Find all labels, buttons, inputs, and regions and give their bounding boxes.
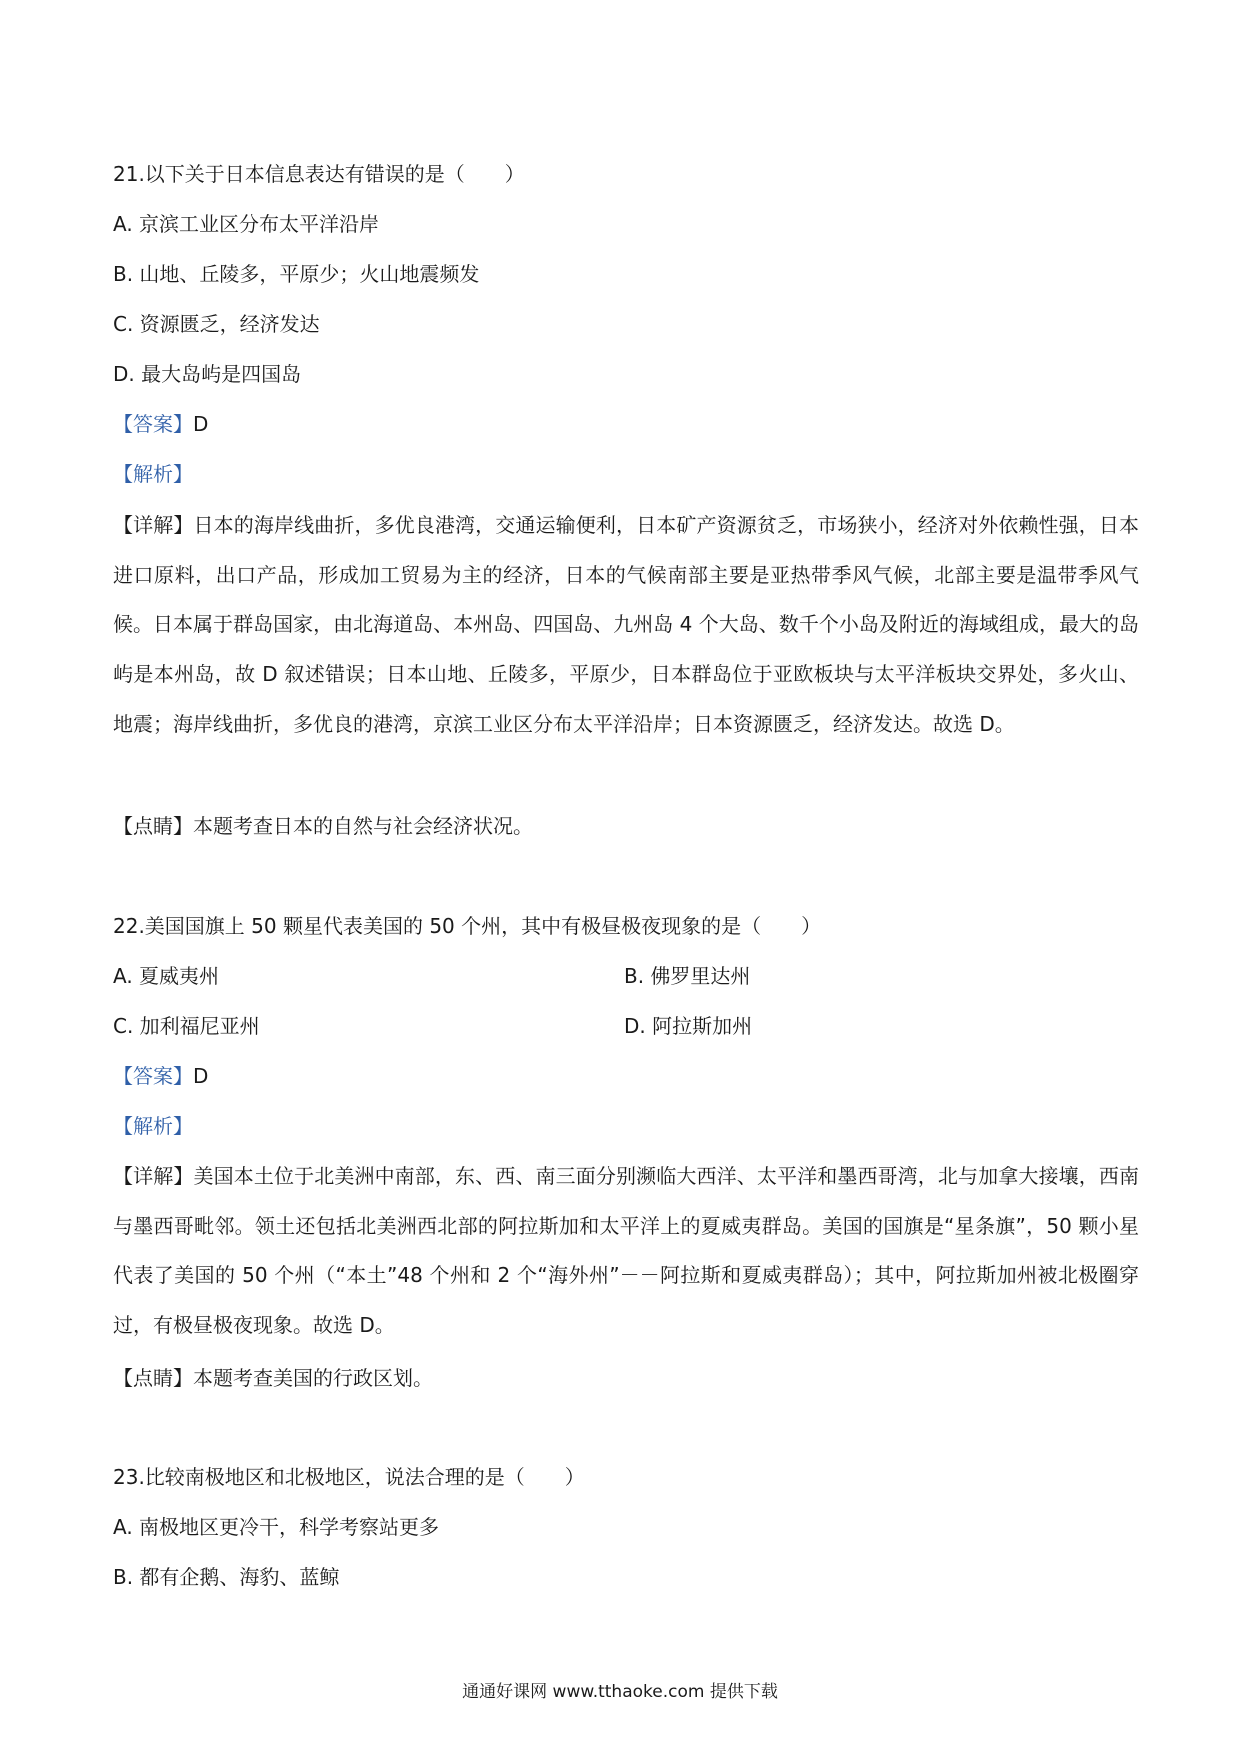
question-21-option-b: B. 山地、丘陵多，平原少；火山地震频发 [113,262,480,286]
question-22-comment [113,1364,433,1392]
question-22-answer [113,1062,208,1090]
comment-tag: 【点睛】 [113,814,193,838]
answer-value: D [193,1064,209,1088]
question-23-option-b: B. 都有企鹅、海豹、蓝鲸 [113,1565,340,1589]
question-21-comment [113,812,533,840]
question-22-option-a: A. 夏威夷州 [113,964,220,988]
question-21-detail [113,501,1139,750]
question-21-answer [113,410,208,438]
question-22-option-c: C. 加利福尼亚州 [113,1014,260,1038]
question-21-option-a: A. 京滨工业区分布太平洋沿岸 [113,212,380,236]
answer-tag: 【答案】 [113,1064,193,1088]
question-21-analysis-tag: 【解析】 [113,462,193,486]
detail-tag: 【详解】 [113,513,194,537]
page-footer: 通通好课网 www.tthaoke.com 提供下载 [462,1682,778,1702]
question-21-stem: 21.以下关于日本信息表达有错误的是（ ） [113,162,525,186]
question-23-stem: 23.比较南极地区和北极地区，说法合理的是（ ） [113,1465,585,1489]
detail-tag: 【详解】 [113,1164,194,1188]
comment-tag: 【点睛】 [113,1366,193,1390]
question-22-option-b: B. 佛罗里达州 [624,964,751,988]
question-22-option-d: D. 阿拉斯加州 [624,1014,753,1038]
answer-value: D [193,412,209,436]
detail-text: 美国本土位于北美洲中南部，东、西、南三面分别濒临大西洋、太平洋和墨西哥湾，北与加拿大接壤，西南与墨西哥毗邻。领土还包括北美洲西北部的阿拉斯加和太平洋上的夏威夷群岛。美国的国旗是“星条旗”，50 颗小星代表了美国的 50 个州（“本土”48 个州和 2 个“海外州”－－阿拉斯和夏威夷群岛）；其中，阿拉斯加州被北极圈穿过，有极昼极夜现象。故选 D。 [113,1164,1140,1338]
answer-tag: 【答案】 [113,412,193,436]
question-21-option-d: D. 最大岛屿是四国岛 [113,362,302,386]
question-21-option-c: C. 资源匮乏，经济发达 [113,312,320,336]
question-22-stem: 22.美国国旗上 50 颗星代表美国的 50 个州，其中有极昼极夜现象的是（ ） [113,914,822,938]
comment-text: 本题考查日本的自然与社会经济状况。 [193,814,533,838]
question-23-option-a: A. 南极地区更冷干，科学考察站更多 [113,1515,440,1539]
question-22-analysis-tag: 【解析】 [113,1114,193,1138]
detail-text: 日本的海岸线曲折，多优良港湾，交通运输便利，日本矿产资源贫乏，市场狭小，经济对外依赖性强，日本进口原料，出口产品，形成加工贸易为主的经济，日本的气候南部主要是亚热带季风气候，北部主要是温带季风气候。日本属于群岛国家，由北海道岛、本州岛、四国岛、九州岛 4 个大岛、数千个小岛及附近的海域组成，最大的岛屿是本州岛，故 D 叙述错误；日本山地、丘陵多，平原少，日本群岛位于亚欧板块与太平洋板块交界处，多火山、地震；海岸线曲折，多优良的港湾，京滨工业区分布太平洋沿岸；日本资源匮乏，经济发达。故选 D。 [113,513,1140,736]
comment-text: 本题考查美国的行政区划。 [193,1366,433,1390]
question-22-detail [113,1152,1139,1351]
